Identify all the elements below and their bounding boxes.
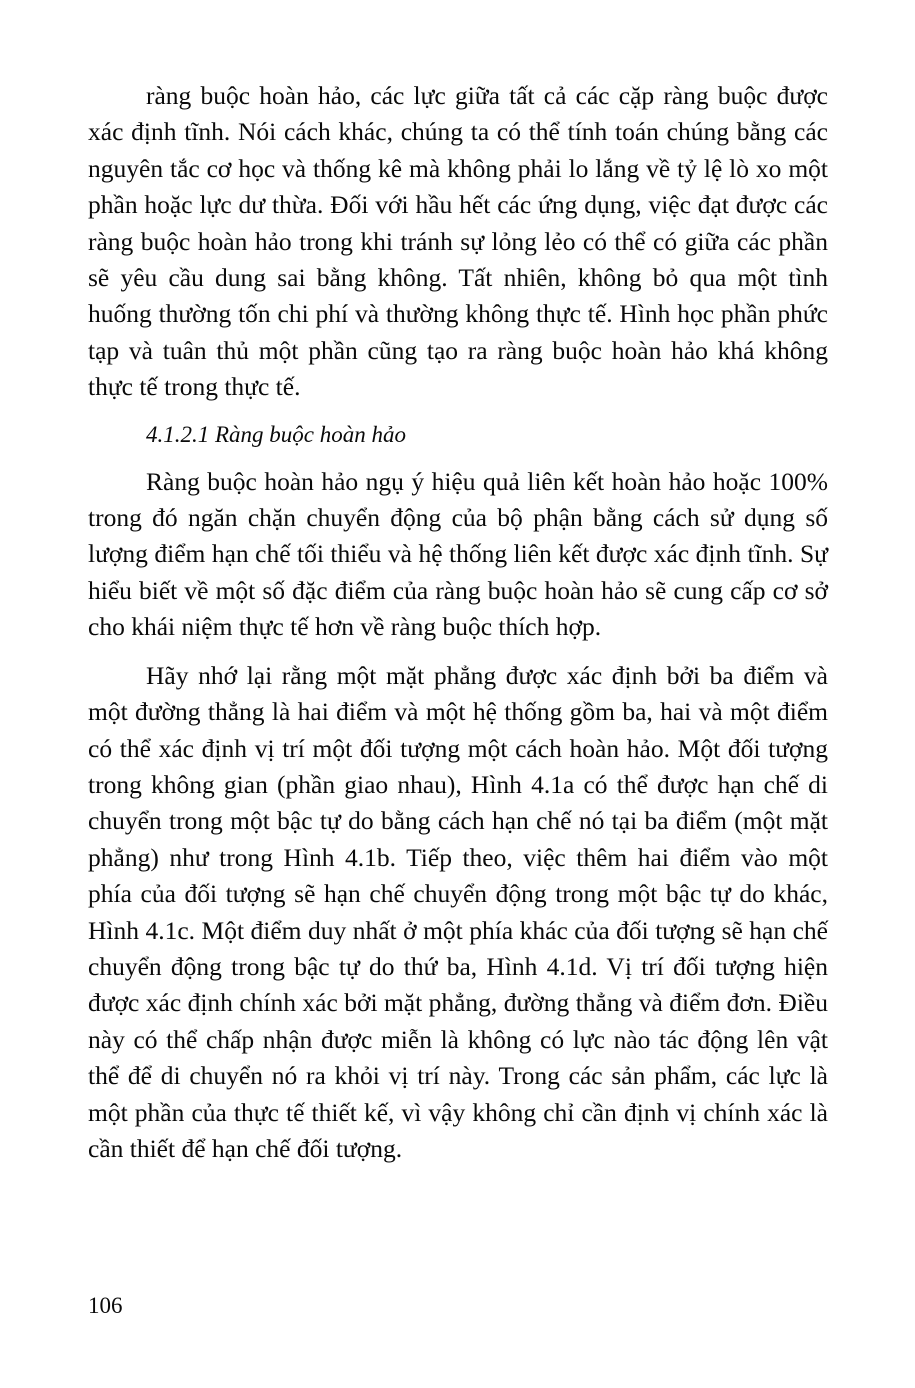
body-paragraph-2: Ràng buộc hoàn hảo ngụ ý hiệu quả liên kết hoàn hảo hoặc 100% trong đó ngăn chặn chuyển động của bộ phận bằng cách sử dụng số lượng điểm hạn chế tối thiểu và hệ thống liên kết được xác định tĩnh. Sự hiểu biết về một số đặc điểm của ràng buộc hoàn hảo sẽ cung cấp cơ sở cho khái niệm thực tế hơn về ràng buộc thích hợp. bbox=[88, 466, 828, 642]
text-column bbox=[88, 78, 828, 1167]
section-heading-4-1-2-1: 4.1.2.1 Ràng buộc hoàn hảo bbox=[146, 421, 407, 447]
body-paragraph-3: Hãy nhớ lại rằng một mặt phẳng được xác định bởi ba điểm và một đường thẳng là hai điểm và một hệ thống gồm ba, hai và một điểm có thể xác định vị trí một đối tượng một cách hoàn hảo. Một đối tượng trong không gian (phần giao nhau), Hình 4.1a có thể được hạn chế di chuyển trong một bậc tự do bằng cách hạn chế nó tại ba điểm (một mặt phẳng) như trong Hình 4.1b. Tiếp theo, việc thêm hai điểm vào một phía của đối tượng sẽ hạn chế chuyển động trong một bậc tự do khác, Hình 4.1c. Một điểm duy nhất ở một phía khác của đối tượng sẽ hạn chế chuyển động trong bậc tự do thứ ba, Hình 4.1d. Vị trí đối tượng hiện được xác định chính xác bởi mặt phẳng, đường thẳng và điểm đơn. Điều này có thể chấp nhận được miễn là không có lực nào tác động lên vật thể để di chuyển nó ra khỏi vị trí này. Trong các sản phẩm, các lực là một phần của thực tế thiết kế, vì vậy không chỉ cần định vị chính xác là cần thiết để hạn chế đối tượng. bbox=[88, 660, 828, 1163]
body-paragraph-1: ràng buộc hoàn hảo, các lực giữa tất cả các cặp ràng buộc được xác định tĩnh. Nói cách khác, chúng ta có thể tính toán chúng bằng các nguyên tắc cơ học và thống kê mà không phải lo lắng về tỷ lệ lò xo một phần hoặc lực dư thừa. Đối với hầu hết các ứng dụng, việc đạt được các ràng buộc hoàn hảo trong khi tránh sự lỏng lẻo có thể có giữa các phần sẽ yêu cầu dung sai bằng không. Tất nhiên, không bỏ qua một tình huống thường tốn chi phí và thường không thực tế. Hình học phần phức tạp và tuân thủ một phần cũng tạo ra ràng buộc hoàn hảo khá không thực tế trong thực tế. bbox=[88, 81, 828, 402]
paragraph-spacer-2 bbox=[88, 646, 828, 658]
page-number: 106 bbox=[88, 1293, 123, 1318]
heading-spacer bbox=[88, 452, 828, 464]
paragraph-spacer bbox=[88, 406, 828, 418]
